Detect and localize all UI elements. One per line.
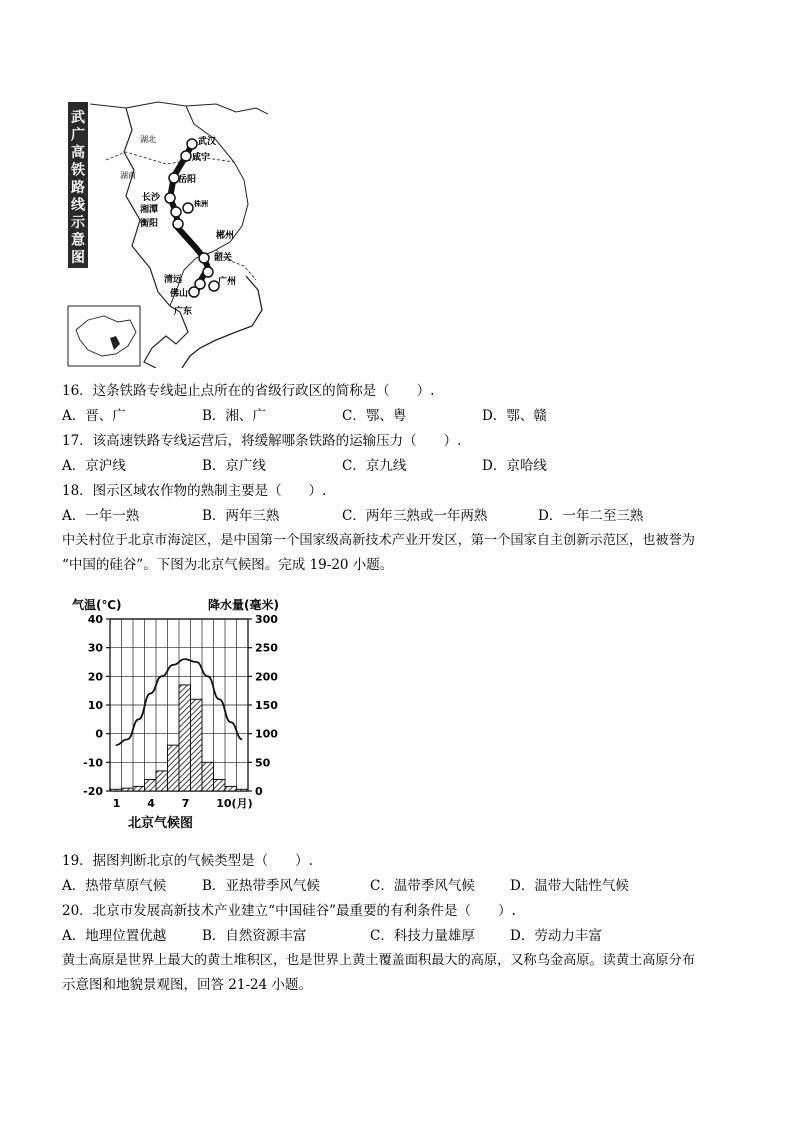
city-guangzhou: 广州 [218, 277, 237, 287]
q19-option-b[interactable]: B．亚热带季风气候 [202, 878, 320, 894]
map-title-char: 铁 [71, 162, 85, 179]
city-zhuzhou: 株洲 [194, 200, 208, 208]
beijing-climate-chart [62, 595, 312, 835]
passage-loess-line2: 示意图和地貌景观图，回答 21-24 小题。 [62, 977, 313, 993]
city-hengyang: 衡阳 [140, 219, 159, 229]
q17-stem: 17．该高速铁路专线运营后，将缓解哪条铁路的运输压力（ ）. [62, 433, 462, 449]
x-tick-label: 1 [112, 797, 121, 810]
precipitation-bar [179, 685, 191, 791]
right-tick-label: 0 [255, 785, 263, 798]
railway-map [66, 100, 268, 368]
precipitation-bar [214, 780, 226, 791]
right-tick-label: 250 [255, 641, 278, 655]
left-tick-label: 10 [87, 699, 103, 712]
map-title-char: 高 [71, 145, 85, 161]
q18-stem: 18．图示区域农作物的熟制主要是（ ）. [62, 483, 327, 499]
right-tick-label: 300 [255, 613, 278, 626]
city-shaoguan: 韶关 [214, 253, 233, 263]
passage-zhongguancun-line2: “中国的硅谷”。下图为北京气候图。完成 19-20 小题。 [62, 557, 394, 573]
q19-option-c[interactable]: C．温带季风气候 [370, 878, 475, 894]
passage-loess-line1: 黄土高原是世界上最大的黄土堆积区，也是世界上黄土覆盖面积最大的高原，又称乌金高原。读黄土高原分布 [62, 953, 695, 968]
city-xianning: 咸宁 [192, 153, 211, 163]
q17-option-b[interactable]: B．京广线 [202, 458, 266, 474]
map-title-char: 武 [71, 110, 85, 126]
precipitation-bar [145, 780, 157, 791]
chart-title: 北京气候图 [128, 816, 194, 831]
map-title-char: 示 [71, 215, 85, 231]
precipitation-bar [110, 789, 122, 791]
left-tick-label: -20 [83, 785, 103, 798]
label-hunan: 湖南 [120, 171, 136, 180]
map-title-char: 线 [71, 197, 85, 214]
q20-option-c[interactable]: C．科技力量雄厚 [370, 928, 475, 944]
label-guangdong: 广东 [174, 307, 193, 317]
q19-stem: 19．据图判断北京的气候类型是（ ）. [62, 853, 313, 869]
city-changsha: 长沙 [142, 193, 161, 203]
map-title-char: 意 [71, 232, 85, 249]
q18-option-d[interactable]: D．一年二至三熟 [538, 508, 644, 524]
x-tick-label: 7 [181, 797, 190, 810]
q19-option-d[interactable]: D．温带大陆性气候 [510, 878, 629, 894]
right-tick-label: 50 [255, 756, 271, 770]
left-tick-label: 20 [87, 670, 103, 684]
precipitation-bar [122, 788, 134, 791]
q16-stem: 16．这条铁路专线起止点所在的省级行政区的简称是（ ）. [62, 383, 435, 399]
right-tick-label: 100 [255, 727, 278, 741]
left-tick-label: 0 [95, 727, 103, 741]
city-xiangtan: 湘潭 [140, 205, 159, 215]
city-wuhan: 武汉 [198, 137, 217, 147]
q18-option-b[interactable]: B．两年三熟 [202, 508, 280, 524]
q19-option-a[interactable]: A．热带草原气候 [62, 878, 167, 894]
q20-option-a[interactable]: A．地理位置优越 [62, 928, 167, 944]
city-foshan: 佛山 [170, 289, 189, 299]
passage-zhongguancun-line1: 中关村位于北京市海淀区，是中国第一个国家级高新技术产业开发区，第一个国家自主创新示范区，也被誉为 [62, 533, 695, 548]
city-qingyuan: 清远 [164, 275, 183, 285]
precipitation-bar [156, 771, 168, 791]
q18-option-a[interactable]: A．一年一熟 [62, 508, 140, 524]
x-tick-label: 10(月) [216, 797, 253, 810]
map-title-char: 路 [71, 180, 85, 196]
precipitation-bar [237, 789, 249, 791]
q16-option-b[interactable]: B．湘、广 [202, 408, 266, 424]
right-axis-label: 降水量(毫米) [208, 598, 279, 612]
left-tick-label: -10 [83, 756, 103, 770]
q17-option-c[interactable]: C．京九线 [342, 458, 407, 474]
q17-option-d[interactable]: D．京哈线 [482, 458, 547, 474]
right-tick-label: 150 [255, 699, 278, 712]
city-chenzhou: 郴州 [216, 231, 235, 241]
precipitation-bar [225, 786, 237, 791]
label-hubei: 湖北 [140, 135, 156, 144]
q16-option-c[interactable]: C．鄂、粤 [342, 408, 407, 424]
right-tick-label: 200 [255, 670, 278, 684]
precipitation-bar [202, 762, 214, 791]
precipitation-bar [168, 745, 180, 791]
q20-option-d[interactable]: D．劳动力丰富 [510, 928, 602, 944]
x-tick-label: 4 [147, 797, 155, 810]
precipitation-bar [133, 786, 145, 791]
q20-option-b[interactable]: B．自然资源丰富 [202, 928, 307, 944]
q16-option-a[interactable]: A．晋、广 [62, 408, 126, 424]
city-yueyang: 岳阳 [178, 175, 197, 185]
q17-option-a[interactable]: A．京沪线 [62, 458, 126, 474]
left-tick-label: 40 [87, 613, 103, 626]
map-title-char: 图 [71, 250, 85, 266]
precipitation-bar [191, 699, 203, 791]
q20-stem: 20．北京市发展高新技术产业建立“中国硅谷”最重要的有利条件是（ ）. [62, 903, 516, 919]
left-axis-label: 气温(℃) [72, 598, 122, 612]
left-tick-label: 30 [87, 641, 103, 655]
q18-option-c[interactable]: C．两年三熟或一年两熟 [342, 508, 488, 524]
map-title-char: 广 [71, 127, 85, 144]
q16-option-d[interactable]: D．鄂、赣 [482, 408, 547, 424]
